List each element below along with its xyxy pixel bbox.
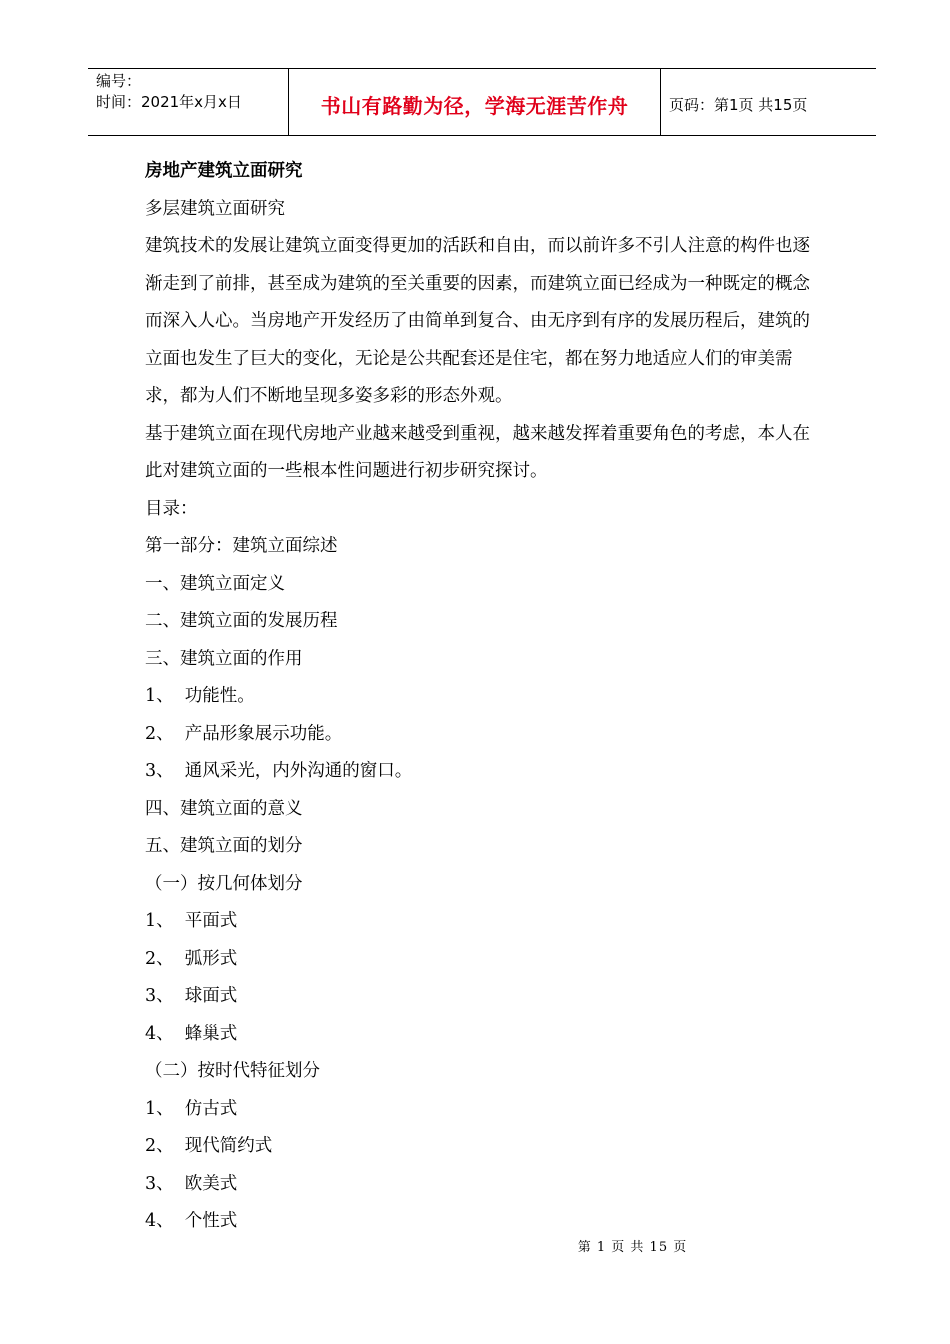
toc-heading: 目录：	[145, 498, 198, 519]
toc-item: 1、 仿古式	[145, 1098, 238, 1119]
toc-item: 2、 弧形式	[145, 948, 238, 969]
serial-number-label: 编号：	[96, 72, 142, 90]
toc-item: 4、 个性式	[145, 1211, 238, 1231]
document-title: 房地产建筑立面研究	[145, 161, 303, 181]
page-header	[88, 68, 876, 136]
toc-item: 1、 平面式	[145, 911, 238, 931]
toc-item: 1、 功能性。	[145, 686, 255, 706]
toc-item: 2、 产品形象展示功能。	[145, 723, 343, 744]
toc-item: 3、 欧美式	[145, 1173, 238, 1194]
toc-item: 四、建筑立面的意义	[145, 798, 303, 819]
toc-item: 一、建筑立面定义	[145, 573, 285, 594]
toc-item: 2、 现代简约式	[145, 1136, 273, 1156]
toc-item: （一）按几何体划分	[145, 873, 303, 894]
toc-item: 4、 蜂巢式	[145, 1023, 238, 1044]
document-body	[145, 153, 825, 1241]
toc-item: 3、 球面式	[145, 986, 238, 1006]
intro-paragraph: 建筑技术的发展让建筑立面变得更加的活跃和自由，而以前许多不引人注意的构件也逐渐走到了前排，甚至成为建筑的至关重要的因素，而建筑立面已经成为一种既定的概念而深入人心。当房地产开发经历了由简单到复合、由无序到有序的发展历程后，建筑的立面也发生了巨大的变化，无论是公共配套还是住宅，都在努力地适应人们的审美需求，都为人们不断地呈现多姿多彩的形态外观。	[145, 236, 810, 406]
toc-item: 三、建筑立面的作用	[145, 648, 303, 669]
document-subtitle: 多层建筑立面研究	[145, 198, 285, 219]
toc-item: 二、建筑立面的发展历程	[145, 611, 338, 631]
header-page-info: 页码：第1页 共15页	[669, 95, 808, 114]
header-meta	[88, 69, 288, 135]
toc-item: 五、建筑立面的划分	[145, 836, 303, 856]
toc-item: 3、 通风采光，内外沟通的窗口。	[145, 761, 413, 781]
date-label: 时间：2021年x月x日	[96, 93, 242, 111]
intro-paragraph: 基于建筑立面在现代房地产业越来越受到重视，越来越发挥着重要角色的考虑，本人在此对建筑立面的一些根本性问题进行初步研究探讨。	[145, 423, 810, 481]
toc-item: （二）按时代特征划分	[145, 1061, 320, 1081]
page-footer: 第 1 页 共 15 页	[577, 1240, 688, 1255]
toc-item: 第一部分：建筑立面综述	[145, 536, 338, 556]
header-motto: 书山有路勤为径，学海无涯苦作舟	[288, 69, 661, 135]
